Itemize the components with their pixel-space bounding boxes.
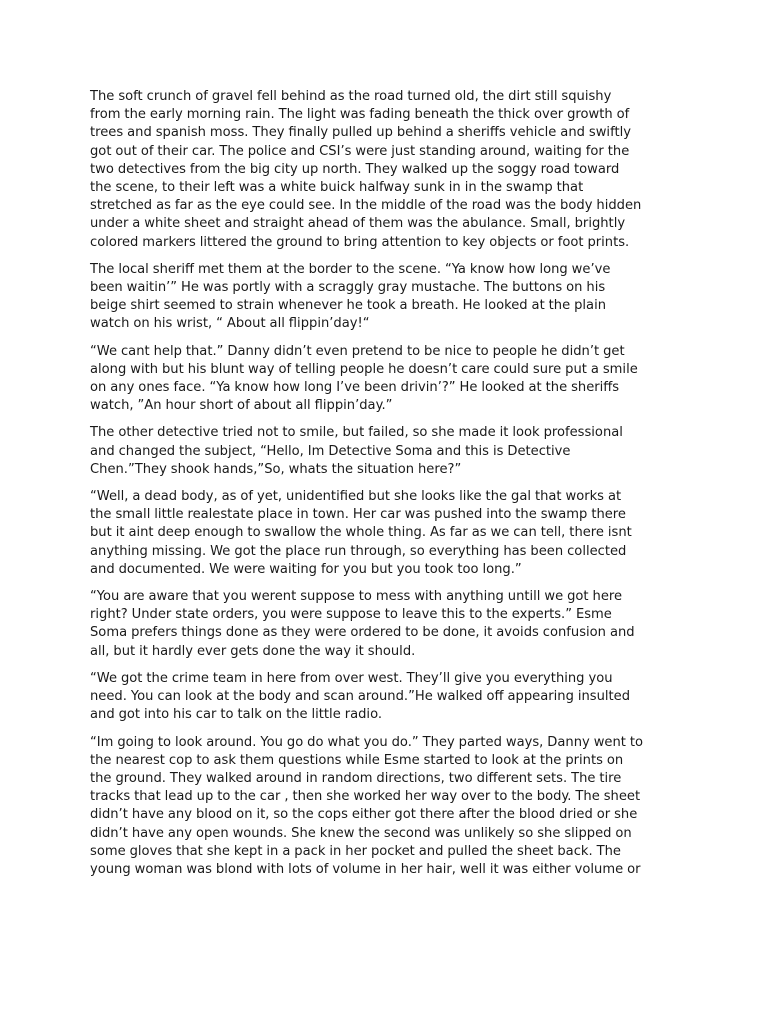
paragraph (90, 424, 688, 479)
text-line: the ground. They walked around in random directions, two different sets. The tire (90, 770, 622, 786)
text-line: on any ones face. “Ya know how long I’ve been drivin’?” He looked at the sheriffs (90, 380, 620, 396)
text-line: “We got the crime team in here from over west. They’ll give you everything you (90, 670, 613, 686)
text-line: and documented. We were waiting for you but you took too long.” (90, 561, 522, 577)
paragraph (90, 88, 688, 252)
text-line: watch on his wrist, “ About all flippin’day!“ (90, 316, 370, 332)
text-line: along with but his blunt way of telling people he doesn’t care could sure put a smile (90, 361, 638, 377)
text-line: Chen.”They shook hands,”So, whats the situation here?” (90, 461, 462, 477)
text-line: the nearest cop to ask them questions while Esme started to look at the prints on (90, 752, 624, 768)
text-line: didn’t have any open wounds. She knew the second was unlikely so she slipped on (90, 825, 632, 841)
text-line: trees and spanish moss. They finally pulled up behind a sheriffs vehicle and swiftly (90, 125, 631, 141)
text-line: been waitin’” He was portly with a scraggly gray mustache. The buttons on his (90, 280, 606, 296)
text-line: all, but it hardly ever gets done the way it should. (90, 643, 416, 659)
paragraph (90, 488, 688, 579)
text-line: under a white sheet and straight ahead of them was the abulance. Small, brightly (90, 216, 626, 232)
paragraph (90, 734, 688, 880)
text-line: The local sheriff met them at the border to the scene. “Ya know how long we’ve (90, 261, 611, 277)
text-line: The soft crunch of gravel fell behind as the road turned old, the dirt still squishy (90, 89, 612, 104)
paragraph (90, 670, 688, 725)
text-line: and changed the subject, “Hello, Im Detective Soma and this is Detective (90, 443, 571, 459)
text-line: colored markers littered the ground to bring attention to key objects or foot prints. (90, 234, 630, 250)
text-line: anything missing. We got the place run through, so everything has been collected (90, 543, 627, 559)
text-line: beige shirt seemed to strain whenever he took a breath. He looked at the plain (90, 298, 607, 314)
text-line: watch, ”An hour short of about all flippin’day.” (90, 398, 393, 414)
text-line: “We cant help that.” Danny didn’t even pretend to be nice to people he didn’t get (90, 343, 625, 359)
text-line: from the early morning rain. The light was fading beneath the thick over growth of (90, 107, 630, 123)
text-line: the scene, to their left was a white buick halfway sunk in in the swamp that (90, 180, 584, 196)
text-line: “You are aware that you werent suppose to mess with anything untill we got here (90, 589, 623, 605)
text-line: “Im going to look around. You go do what you do.” They parted ways, Danny went to (90, 734, 644, 750)
text-line: and got into his car to talk on the little radio. (90, 707, 383, 723)
text-line: The other detective tried not to smile, but failed, so she made it look professional (90, 425, 623, 441)
paragraph (90, 261, 688, 334)
text-line: some gloves that she kept in a pack in her pocket and pulled the sheet back. The (90, 843, 621, 859)
text-line: Soma prefers things done as they were ordered to be done, it avoids confusion and (90, 625, 635, 641)
text-line: right? Under state orders, you were suppose to leave this to the experts.” Esme (90, 607, 612, 623)
text-line: “Well, a dead body, as of yet, unidentified but she looks like the gal that works at (90, 489, 622, 505)
text-line: stretched as far as the eye could see. In the middle of the road was the body hidden (90, 198, 642, 214)
text-line: got out of their car. The police and CSI’s were just standing around, waiting for the (90, 143, 630, 159)
text-line: didn’t have any blood on it, so the cops either got there after the blood dried or she (90, 807, 638, 823)
paragraph (90, 343, 688, 416)
text-line: two detectives from the big city up north. They walked up the soggy road toward (90, 161, 620, 177)
text-line: but it aint deep enough to swallow the whole thing. As far as we can tell, there isnt (90, 525, 632, 541)
text-line: tracks that lead up to the car , then she worked her way over to the body. The sheet (90, 789, 641, 805)
text-line: young woman was blond with lots of volume in her hair, well it was either volume or (90, 861, 641, 877)
text-line: need. You can look at the body and scan around.”He walked off appearing insulted (90, 689, 631, 705)
text-line: the small little realestate place in town. Her car was pushed into the swamp there (90, 507, 626, 523)
paragraph (90, 588, 688, 661)
